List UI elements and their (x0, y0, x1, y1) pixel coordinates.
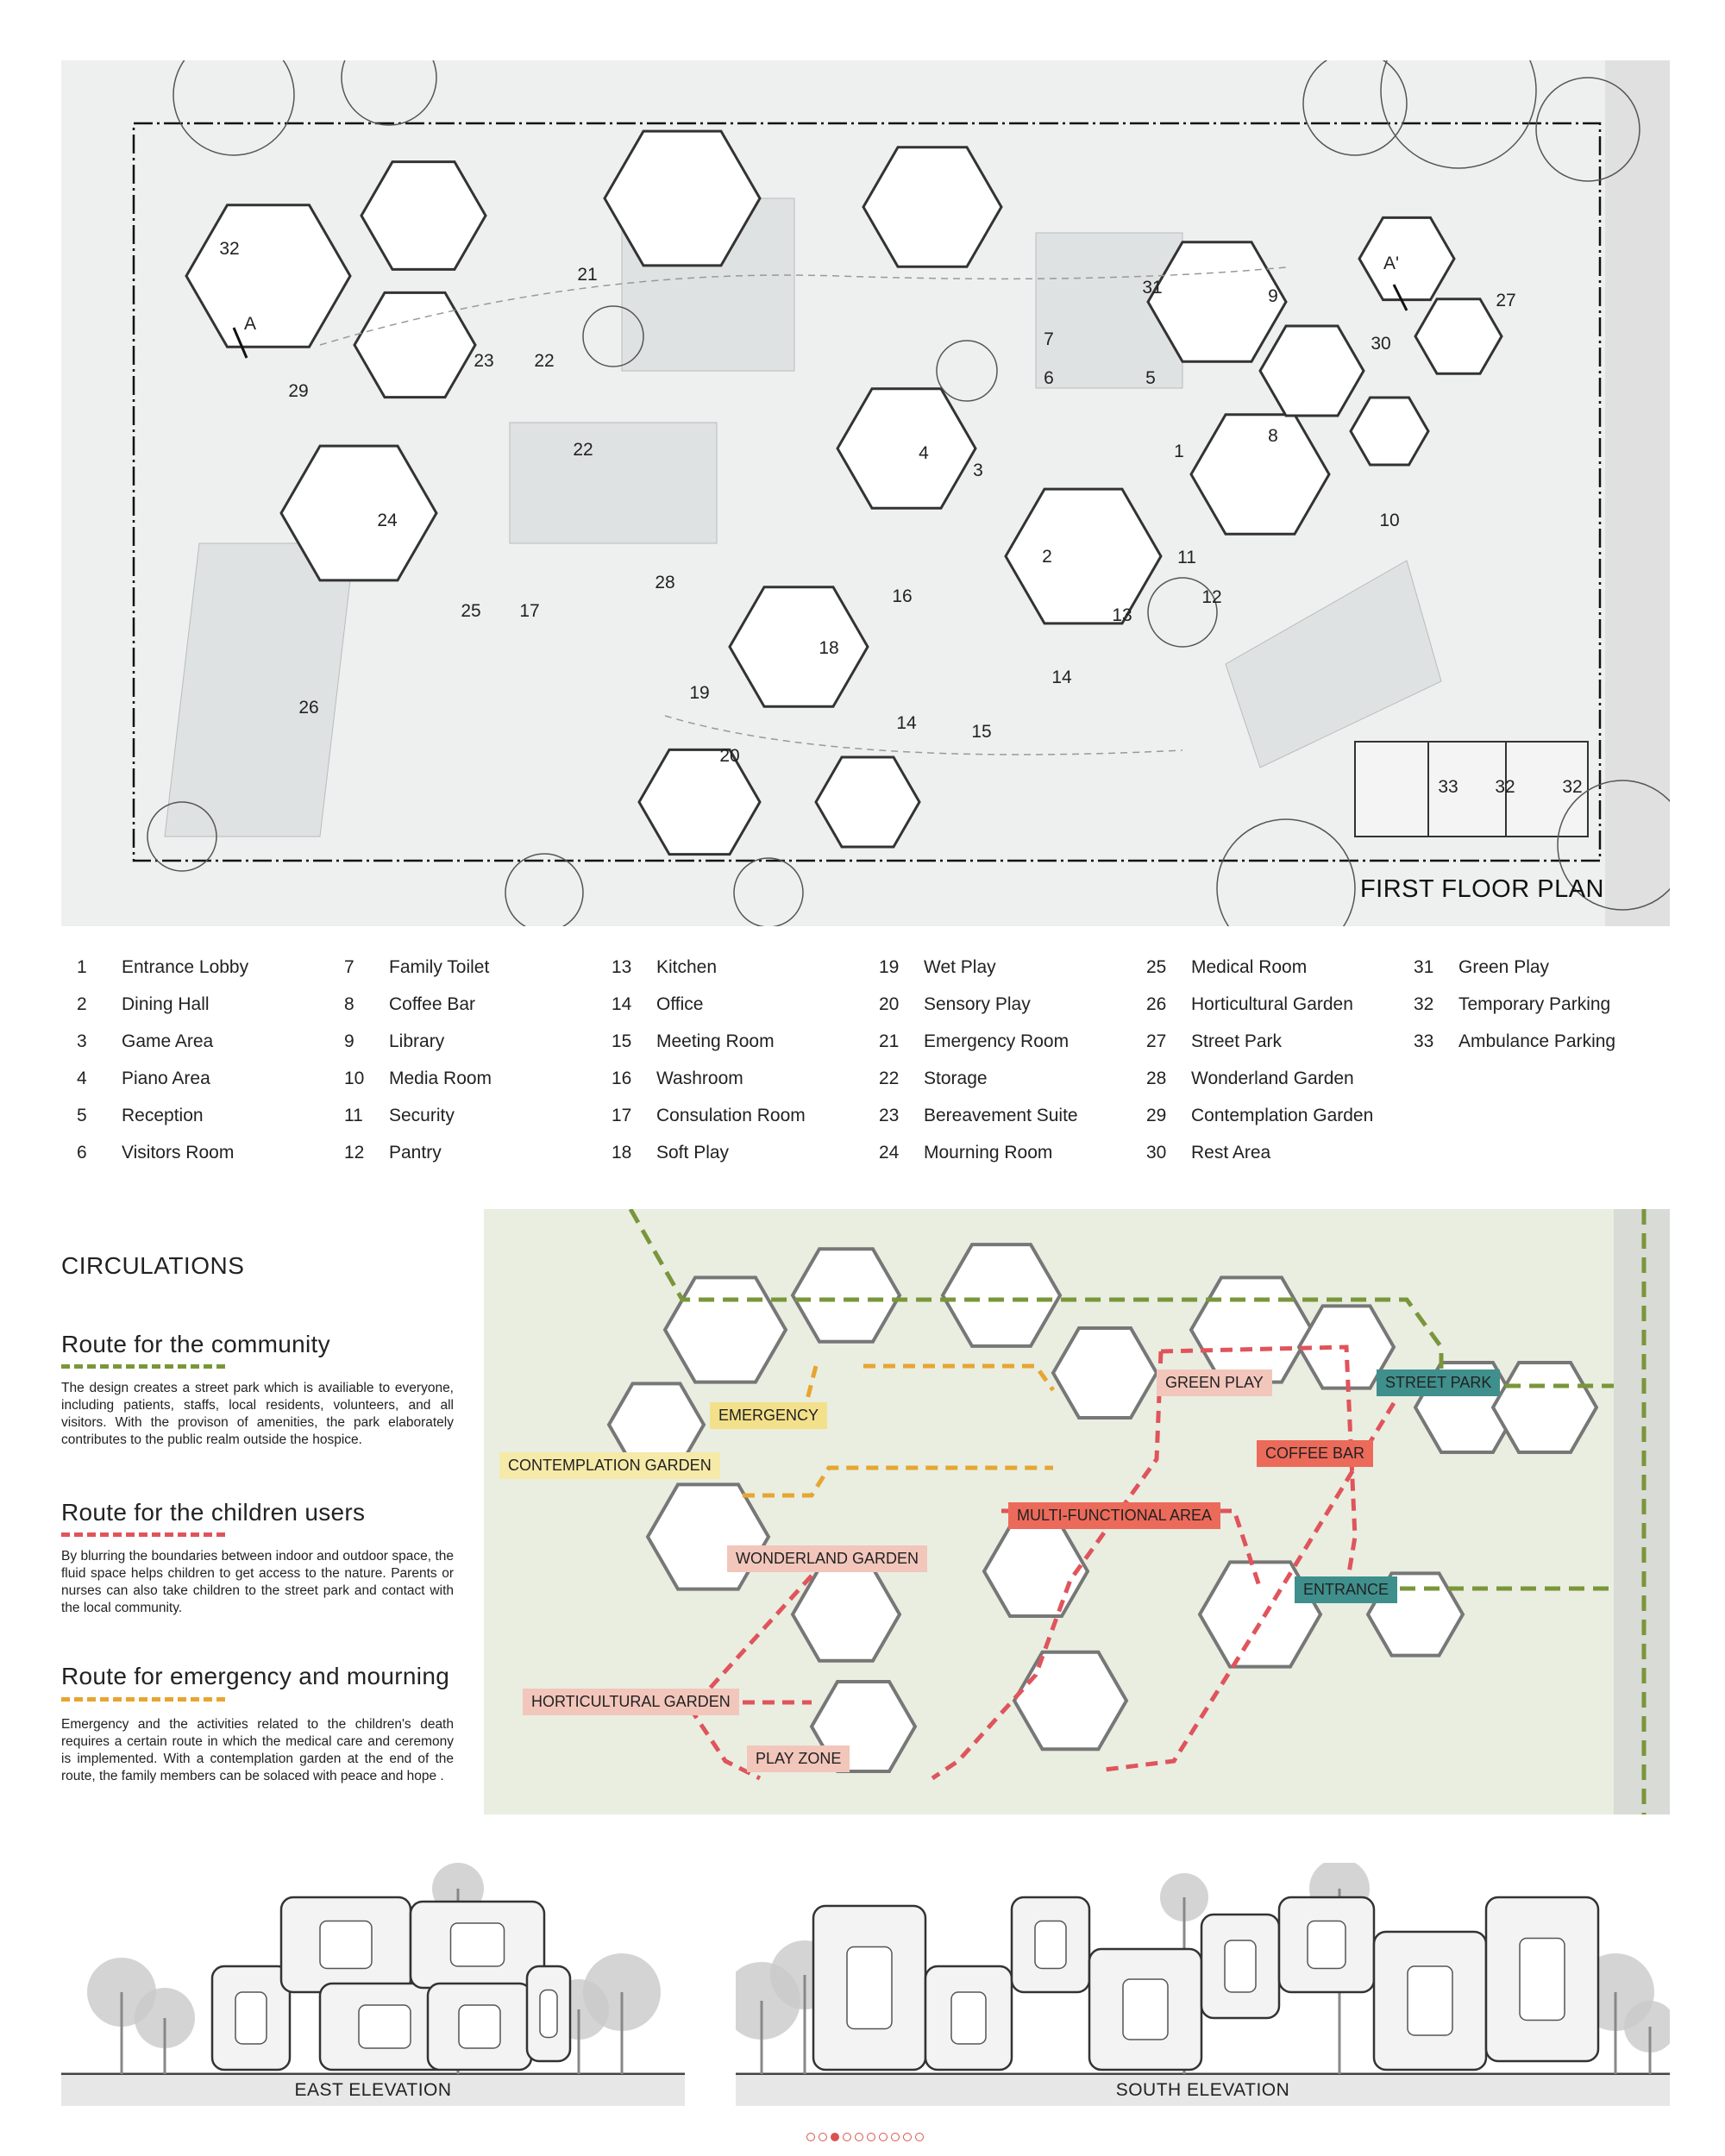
room-number: 32 (1562, 777, 1583, 797)
legend-item (863, 949, 1122, 986)
route-children-heading: Route for the children users (61, 1499, 366, 1526)
room-number: 32 (219, 239, 240, 259)
south-elevation-drawing (736, 1863, 1670, 2078)
legend-label: Family Toilet (389, 956, 490, 977)
room-number: 20 (719, 746, 740, 766)
legend-label: Wonderland Garden (1191, 1068, 1354, 1088)
circulation-room-hex (1014, 1652, 1126, 1750)
plan-room-hex (1191, 415, 1329, 535)
room-number: 21 (577, 265, 598, 285)
room-number: 4 (919, 443, 929, 463)
route-community-line (61, 1364, 225, 1369)
circulation-room-hex (648, 1484, 768, 1589)
legend-number: 32 (1414, 993, 1434, 1014)
legend-label: Storage (924, 1068, 988, 1088)
page-dot[interactable] (879, 2133, 888, 2141)
tree-symbol (1381, 60, 1536, 168)
legend-label: Entrance Lobby (122, 956, 249, 977)
legend-item (1398, 949, 1657, 986)
circulation-room-hex (793, 1249, 900, 1341)
route-emergency-heading: Route for emergency and mourning (61, 1663, 450, 1689)
legend-label: Consulation Room (656, 1105, 806, 1125)
room-number: 14 (896, 713, 917, 733)
south-elevation (736, 1863, 1670, 2104)
circulation-tag: CONTEMPLATION GARDEN (499, 1452, 720, 1479)
legend-number: 10 (344, 1068, 365, 1088)
section-mark-a: A (244, 314, 257, 334)
room-number: 7 (1044, 329, 1054, 349)
circulation-room-hex (665, 1277, 786, 1382)
legend-item (1398, 1023, 1657, 1060)
legend-label: Piano Area (122, 1068, 210, 1088)
plan-drawing (61, 60, 1670, 926)
legend-item (863, 1134, 1122, 1171)
legend-item (329, 1134, 587, 1171)
plan-room-hex (1359, 217, 1454, 299)
room-number: 19 (689, 683, 710, 703)
route-community-heading: Route for the community (61, 1331, 330, 1357)
legend-number: 23 (879, 1105, 900, 1125)
legend-label: Horticultural Garden (1191, 993, 1353, 1014)
plan-room-hex (1006, 489, 1161, 624)
legend-number: 25 (1146, 956, 1167, 977)
room-number: 14 (1051, 667, 1072, 687)
first-floor-plan (61, 60, 1670, 926)
legend-number: 4 (77, 1068, 87, 1088)
legend-label: Sensory Play (924, 993, 1031, 1014)
page-dot[interactable] (903, 2133, 912, 2141)
legend-item (61, 1134, 320, 1171)
legend-item (1131, 1060, 1389, 1097)
legend-item (1131, 1097, 1389, 1134)
circulation-room-hex (1493, 1363, 1596, 1452)
tree-symbol (1303, 60, 1407, 155)
circulation-tag: PLAY ZONE (747, 1745, 850, 1772)
circulation-room-hex (943, 1244, 1060, 1346)
legend-column (1398, 949, 1657, 1060)
legend-item (1131, 1134, 1389, 1171)
legend-label: Visitors Room (122, 1142, 235, 1163)
legend-item (329, 986, 587, 1023)
legend-column (596, 949, 855, 1171)
legend-number: 29 (1146, 1105, 1167, 1125)
circulation-tag: EMERGENCY (710, 1402, 827, 1429)
legend-number: 24 (879, 1142, 900, 1163)
plan-room-hex (837, 389, 975, 509)
legend-label: Emergency Room (924, 1031, 1070, 1051)
plan-room-hex (730, 587, 868, 707)
legend-item (863, 1060, 1122, 1097)
room-number: 9 (1268, 286, 1278, 306)
legend-label: Reception (122, 1105, 204, 1125)
room-number: 2 (1042, 547, 1052, 567)
legend-number: 22 (879, 1068, 900, 1088)
circulation-tag: GREEN PLAY (1157, 1369, 1272, 1396)
room-number: 32 (1495, 777, 1515, 797)
legend-label: Green Play (1458, 956, 1550, 977)
legend-number: 26 (1146, 993, 1167, 1014)
circulation-tag: ENTRANCE (1295, 1576, 1397, 1603)
legend-number: 19 (879, 956, 900, 977)
legend-item (61, 1060, 320, 1097)
legend-label: Game Area (122, 1031, 214, 1051)
legend-item (596, 1097, 855, 1134)
legend-item (596, 1023, 855, 1060)
legend-item (596, 1134, 855, 1171)
room-number: 5 (1145, 368, 1156, 388)
room-number: 16 (892, 586, 913, 606)
legend-number: 31 (1414, 956, 1434, 977)
legend-label: Temporary Parking (1458, 993, 1611, 1014)
legend-label: Library (389, 1031, 445, 1051)
legend-label: Soft Play (656, 1142, 730, 1163)
legend-label: Meeting Room (656, 1031, 775, 1051)
legend-item (61, 1097, 320, 1134)
page-dot[interactable] (819, 2133, 827, 2141)
legend-item (1131, 986, 1389, 1023)
plan-room-hex (639, 749, 760, 854)
circulation-tag: MULTI-FUNCTIONAL AREA (1008, 1502, 1220, 1529)
plan-room-hex (354, 292, 475, 397)
legend-label: Street Park (1191, 1031, 1283, 1051)
circulation-diagram (484, 1209, 1670, 1814)
tree-symbol (505, 854, 583, 926)
plan-room-hex (361, 162, 486, 270)
legend-item (596, 1060, 855, 1097)
legend-label: Coffee Bar (389, 993, 476, 1014)
room-number: 18 (819, 638, 839, 658)
room-number: 15 (971, 722, 992, 742)
legend-label: Ambulance Parking (1458, 1031, 1616, 1051)
legend-column (61, 949, 320, 1171)
legend-label: Pantry (389, 1142, 442, 1163)
plan-room-hex (816, 757, 919, 847)
plan-room-hex (1351, 398, 1428, 465)
legend-item (1398, 986, 1657, 1023)
page-dot[interactable] (915, 2133, 924, 2141)
circulation-room-hex (1053, 1328, 1157, 1418)
legend-number: 14 (612, 993, 632, 1014)
plan-room-hex (1260, 326, 1364, 416)
legend-label: Mourning Room (924, 1142, 1053, 1163)
room-number: 23 (474, 351, 494, 371)
room-legend (61, 949, 1683, 1173)
circulation-tag: HORTICULTURAL GARDEN (523, 1689, 739, 1715)
legend-label: Kitchen (656, 956, 718, 977)
legend-item (61, 949, 320, 986)
legend-number: 33 (1414, 1031, 1434, 1051)
page-dot[interactable] (806, 2133, 815, 2141)
legend-number: 8 (344, 993, 354, 1014)
legend-item (1131, 1023, 1389, 1060)
legend-label: Security (389, 1105, 455, 1125)
room-number: 6 (1044, 368, 1054, 388)
page-dot[interactable] (891, 2133, 900, 2141)
legend-item (329, 1023, 587, 1060)
legend-item (329, 1060, 587, 1097)
room-number: 1 (1174, 442, 1184, 461)
room-number: 33 (1438, 777, 1458, 797)
room-number: 11 (1177, 548, 1196, 567)
room-number: 27 (1496, 291, 1516, 310)
room-number: 29 (288, 381, 309, 401)
legend-label: Washroom (656, 1068, 743, 1088)
room-number: 13 (1112, 605, 1132, 625)
legend-label: Media Room (389, 1068, 492, 1088)
legend-number: 17 (612, 1105, 632, 1125)
tree-symbol (734, 858, 803, 926)
circulation-room-hex (1191, 1277, 1312, 1382)
legend-item (329, 949, 587, 986)
circulation-tag: STREET PARK (1377, 1369, 1500, 1396)
legend-item (329, 1097, 587, 1134)
room-number: 31 (1142, 278, 1163, 298)
legend-item (1131, 949, 1389, 986)
route-community-text: The design creates a street park which is availiable to everyone, including patients, staffs, local residents, volunteers, and all visitors. With the provison of amenities, the park elaborately contributes to the public realm outside the hospice. (61, 1381, 454, 1447)
legend-column (329, 949, 587, 1171)
route-emergency-line (61, 1697, 225, 1702)
route-emergency-text: Emergency and the activities related to the children's death requires a certain route in which the medical care and ceremony is implemented. With a contemplation garden at the end of the route, the family members can be solaced with peace and hope . (61, 1717, 454, 1783)
page-dot[interactable] (831, 2133, 839, 2141)
plan-room-hex (1415, 299, 1502, 374)
east-elevation-drawing (61, 1863, 685, 2078)
room-number: 26 (298, 698, 319, 718)
legend-number: 1 (77, 956, 87, 977)
south-elevation-caption: SOUTH ELEVATION (736, 2075, 1670, 2106)
legend-item (863, 1097, 1122, 1134)
legend-column (1131, 949, 1389, 1171)
legend-number: 6 (77, 1142, 87, 1163)
page-dot[interactable] (867, 2133, 875, 2141)
legend-number: 16 (612, 1068, 632, 1088)
tree-symbol (342, 60, 436, 125)
legend-label: Dining Hall (122, 993, 210, 1014)
legend-number: 7 (344, 956, 354, 977)
room-number: 8 (1268, 426, 1278, 446)
legend-number: 20 (879, 993, 900, 1014)
east-elevation (61, 1863, 685, 2104)
legend-number: 12 (344, 1142, 365, 1163)
legend-label: Bereavement Suite (924, 1105, 1078, 1125)
legend-label: Medical Room (1191, 956, 1308, 977)
route-children-text: By blurring the boundaries between indoor and outdoor space, the fluid space helps children to get access to the nature. Parents or nurses can also take children to the street park and contact with the local community. (61, 1549, 454, 1615)
section-mark-a-prime: A' (1383, 254, 1400, 273)
legend-number: 18 (612, 1142, 632, 1163)
legend-number: 11 (344, 1105, 363, 1125)
plan-title: FIRST FLOOR PLAN (1359, 875, 1604, 903)
legend-number: 27 (1146, 1031, 1167, 1051)
room-number: 22 (573, 440, 593, 460)
tree-symbol (1217, 819, 1355, 926)
circulation-tag: COFFEE BAR (1257, 1440, 1373, 1467)
circulation-room-hex (984, 1526, 1088, 1616)
room-number: 17 (519, 601, 540, 621)
legend-item (61, 1023, 320, 1060)
room-number: 3 (973, 461, 983, 480)
room-number: 28 (655, 573, 675, 592)
legend-label: Wet Play (924, 956, 996, 977)
east-elevation-caption: EAST ELEVATION (61, 2075, 685, 2106)
plan-room-hex (186, 205, 350, 348)
legend-item (596, 986, 855, 1023)
page-dot[interactable] (855, 2133, 863, 2141)
legend-item (863, 986, 1122, 1023)
legend-number: 9 (344, 1031, 354, 1051)
legend-item (863, 1023, 1122, 1060)
legend-number: 5 (77, 1105, 87, 1125)
room-number: 12 (1201, 587, 1222, 607)
circulation-tag: WONDERLAND GARDEN (727, 1545, 927, 1572)
legend-column (863, 949, 1122, 1171)
circulations-title: CIRCULATIONS (61, 1252, 245, 1279)
legend-number: 30 (1146, 1142, 1167, 1163)
legend-item (596, 949, 855, 986)
route-children-line (61, 1532, 225, 1537)
room-number: 24 (377, 511, 398, 530)
legend-label: Office (656, 993, 704, 1014)
legend-number: 13 (612, 956, 632, 977)
legend-number: 15 (612, 1031, 632, 1051)
plan-room-hex (863, 147, 1001, 267)
legend-number: 3 (77, 1031, 87, 1051)
page-indicator[interactable] (806, 2133, 924, 2141)
page-dot[interactable] (843, 2133, 851, 2141)
legend-number: 2 (77, 993, 87, 1014)
legend-item (61, 986, 320, 1023)
legend-number: 21 (879, 1031, 900, 1051)
legend-number: 28 (1146, 1068, 1167, 1088)
tree-symbol (937, 341, 997, 401)
legend-label: Contemplation Garden (1191, 1105, 1374, 1125)
tree-symbol (173, 60, 294, 155)
room-number: 30 (1371, 334, 1391, 354)
room-number: 10 (1379, 511, 1400, 530)
room-number: 25 (461, 601, 481, 621)
room-number: 22 (534, 351, 555, 371)
legend-label: Rest Area (1191, 1142, 1271, 1163)
